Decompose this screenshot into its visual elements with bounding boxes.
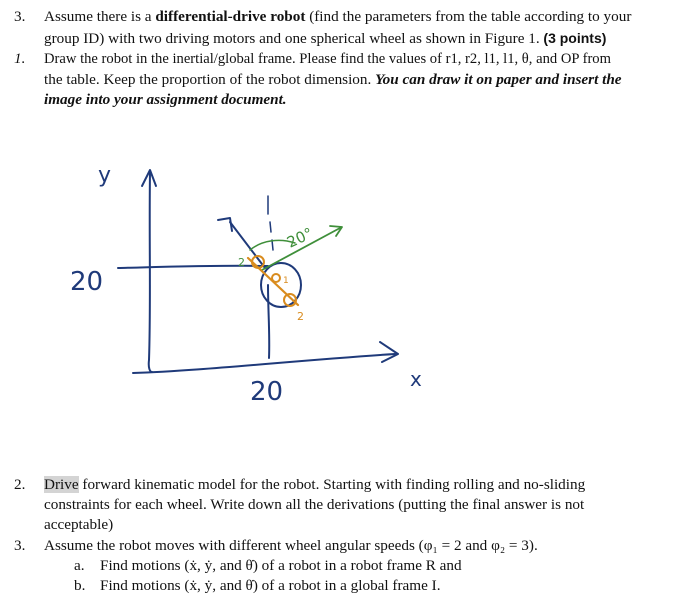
subquestion-text-line: Draw the robot in the inertial/global frame. Please find the values of r1, r2, l1, l1, θ, and OP from	[44, 51, 611, 67]
y-guide-line	[118, 266, 268, 268]
list-marker: a.	[74, 557, 85, 574]
y-value-label: 20	[70, 267, 104, 297]
x-guide-line	[268, 285, 269, 358]
subquestion-number: 1.	[14, 50, 26, 67]
points-label: (3 points)	[543, 30, 607, 46]
caster-wheel	[272, 274, 280, 282]
highlighted-word: Drive	[44, 476, 79, 493]
robot-axis	[230, 222, 265, 268]
question-text-line: acceptable)	[44, 516, 114, 533]
y-axis	[149, 172, 152, 372]
question-number: 3.	[14, 8, 26, 25]
text: the table. Keep the proportion of the robot dimension.	[44, 71, 376, 88]
question-number: 2.	[14, 476, 26, 493]
emphasis-text: You can draw it on paper and insert the	[375, 71, 622, 88]
list-marker: b.	[74, 577, 86, 594]
bold-text: differential-drive robot	[155, 8, 306, 25]
question-text-line: constraints for each wheel. Write down all the derivations (putting the final answer is not	[44, 496, 585, 513]
text: (find the parameters from the table according to your	[305, 8, 632, 25]
x-value-label: 20	[250, 377, 284, 407]
emphasis-text: image into your assignment document.	[44, 91, 287, 108]
text: group ID) with two driving motors and one spherical wheel as shown in Figure 1.	[44, 30, 544, 47]
text: Assume there is a	[44, 8, 156, 25]
list-item-text: Find motions (ẋ, ẏ, and θ̇) of a robot in a global frame I.	[100, 577, 441, 594]
list-item-text: Find motions (ẋ, ẏ, and θ̇) of a robot in a robot frame R and	[100, 557, 462, 574]
wheel-label-left: 2	[238, 256, 245, 269]
question-number: 3.	[14, 537, 26, 554]
x-axis-label: x	[410, 367, 422, 391]
robot-axis-arrow-icon	[218, 218, 232, 231]
question-text-line: Assume the robot moves with different wheel angular speeds (φ₁ = 2 and φ₂ = 3).	[44, 537, 538, 554]
caster-label: 1	[283, 276, 289, 286]
y-axis-label: y	[98, 163, 112, 188]
x-axis	[133, 354, 395, 373]
x-axis-arrow-icon	[380, 342, 398, 362]
wheel-label-right: 2	[297, 310, 304, 323]
text: forward kinematic model for the robot. Starting with finding rolling and no-sliding	[78, 476, 586, 493]
question-text-line	[44, 476, 585, 494]
angle-label: 20°	[284, 224, 316, 252]
